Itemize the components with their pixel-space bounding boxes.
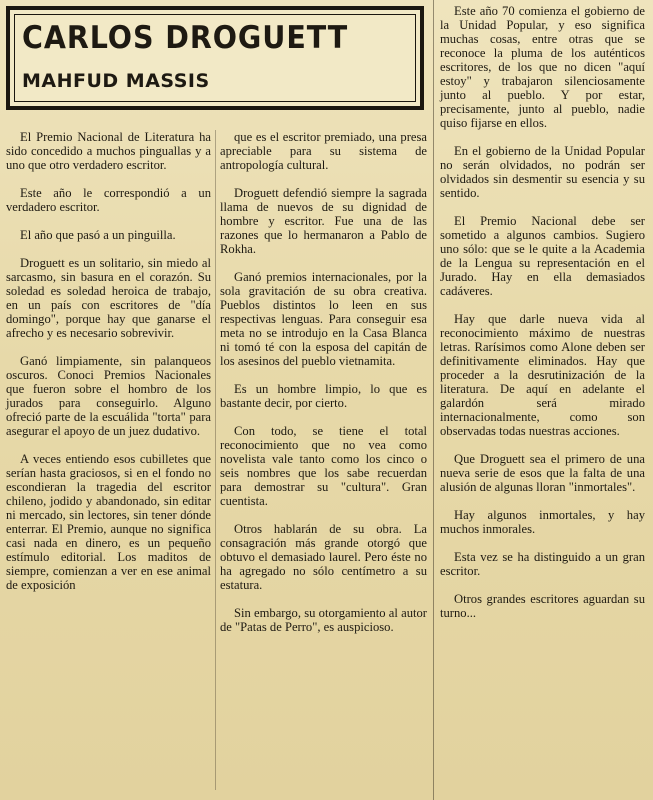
paragraph: A veces entiendo esos cubilletes que serían hasta graciosos, si en el fondo no escondieran la tragedia del escritor chileno, jodido y abandonado, sin editar ni mercado, sin lectores, sin tener dónde enterrar. El Premio, aunque no significa casi nada en dinero, es un pequeño estímulo editorial. Los maditos de siempre, comienzan a ver en ese animal de exposición [6, 452, 211, 592]
paragraph: El Premio Nacional de Literatura ha sido concedido a muchos pinguallas y a uno que otro verdadero escritor. [6, 130, 211, 172]
paragraph: El año que pasó a un pinguilla. [20, 228, 176, 242]
paragraph: Sin embargo, su otorgamiento al autor de "Patas de Perro", es auspicioso. [220, 606, 427, 634]
paragraph: En el gobierno de la Unidad Popular no serán olvidados, no podrán ser olvidados sin desmentir su esencia y su sentido. [440, 144, 645, 200]
paragraph: Este año le correspondió a un verdadero escritor. [6, 186, 211, 214]
paragraph: Hay que darle nueva vida al reconocimiento máximo de nuestras letras. Rarísimos como Alone deben ser definitivamente eliminados. Hay que proceder a la desrutinización de la literatura. De aquí en adelante el galardón será mirado internacionalmente, como son observadas todas nuestras acciones. [440, 312, 645, 438]
article-column-3 [440, 4, 645, 634]
paragraph: Ganó limpiamente, sin palanqueos oscuros. Conoci Premios Nacionales que fueron sobre el hombro de los jurados para conseguirlo. Alguno ofreció parte de la escuálida "torta" para asegurar el apoyo de un juez dudativo. [6, 354, 211, 438]
paragraph: Que Droguett sea el primero de una nueva serie de esos que la falta de una alusión de algunas lloran "inmortales". [440, 452, 645, 494]
paragraph: Otros grandes escritores aguardan su turno... [440, 592, 645, 620]
paragraph: Este año 70 comienza el gobierno de la Unidad Popular, y eso significa muchas cosas, entre otras que se reconoce la pluma de los auténticos escritores, de los que no dicen "aquí estoy" y trabajaron silenciosamente junto al pueblo. Y por estar, precisamente, junto al pueblo, nadie quiso fijarse en ellos. [440, 4, 645, 130]
paragraph: que es el escritor premiado, una presa apreciable para su sistema de antropología cultural. [220, 130, 427, 172]
column-divider [433, 0, 434, 800]
article-column-2 [220, 130, 427, 648]
paragraph: Esta vez se ha distinguido a un gran escritor. [440, 550, 645, 578]
article-column-1 [6, 130, 211, 606]
column-divider [215, 130, 216, 790]
paragraph: Es un hombre limpio, lo que es bastante decir, por cierto. [220, 382, 427, 410]
article-author: MAHFUD MASSIS [22, 70, 210, 92]
paragraph: El Premio Nacional debe ser sometido a algunos cambios. Sugiero uno sólo: que se le quite a la Academia de la Lengua su representación en el Jurado. Hay en ella demasiados cadáveres. [440, 214, 645, 298]
paragraph: Droguett defendió siempre la sagrada llama de nuevos de su dignidad de hombre y escritor. Fue una de las razones que lo hermanaron a Pablo de Rokha. [220, 186, 427, 256]
paragraph: Hay algunos inmortales, y hay muchos inmorales. [440, 508, 645, 536]
paragraph: Con todo, se tiene el total reconocimiento que no vea como novelista vale tanto como los cinco o seis nombres que los sabe recuerdan para demostrar su "cultura". Gran cuentista. [220, 424, 427, 508]
paragraph: Droguett es un solitario, sin miedo al sarcasmo, sin basura en el corazón. Su soledad es soledad heroica de trabajo, en un país con escritores de "día domingo", porque hay que ganarse el afrecho y es necesario sobrevivir. [6, 256, 211, 340]
paragraph: Otros hablarán de su obra. La consagración más grande otorgó que obtuvo el demasiado laurel. Pero éste no ha agregado no sólo centímetro a su estatura. [220, 522, 427, 592]
article-header [6, 6, 424, 110]
paragraph: Ganó premios internacionales, por la sola gravitación de su obra creativa. Pueblos distintos lo leen en sus respectivas lenguas. Para conseguir esa meta no se introdujo en la Casa Blanca ni tomó té con la esposa del capitán de los asesinos del pueblo vietnamita. [220, 270, 427, 368]
article-title: CARLOS DROGUETT [22, 20, 349, 56]
